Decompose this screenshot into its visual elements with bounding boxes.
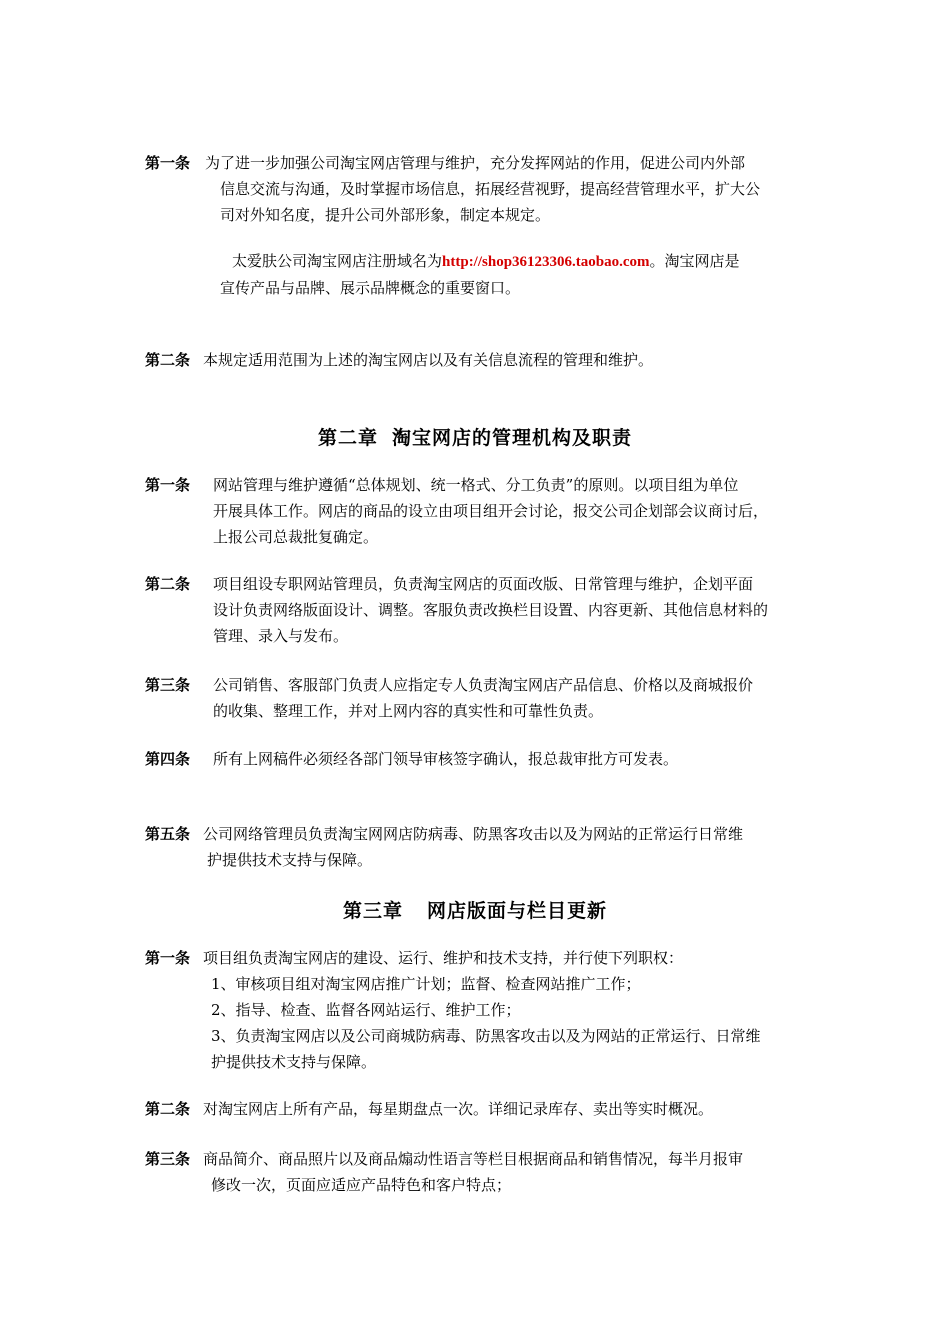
article-body bbox=[205, 150, 813, 228]
article-line: 护提供技术支持与保障。 bbox=[207, 851, 373, 869]
article-line: 3、负责淘宝网店以及公司商城防病毒、防黑客攻击以及为网站的正常运行、日常维 bbox=[211, 1027, 761, 1045]
chapter-3-name: 网店版面与栏目更新 bbox=[427, 900, 608, 922]
article-label: 第二条 bbox=[145, 575, 191, 593]
article-line: 护提供技术支持与保障。 bbox=[211, 1053, 377, 1071]
article-line: 的收集、整理工作，并对上网内容的真实性和可靠性负责。 bbox=[213, 702, 604, 720]
chapter-2-title bbox=[0, 423, 950, 450]
article-line: 信息交流与沟通，及时掌握市场信息，拓展经营视野，提高经营管理水平，扩大公 bbox=[220, 180, 761, 198]
article-line: 项目组负责淘宝网店的建设、运行、维护和技术支持，并行使下列职权： bbox=[203, 949, 684, 967]
article-label: 第二条 bbox=[145, 351, 191, 369]
article-line: 所有上网稿件必须经各部门领导审核签字确认，报总裁审批方可发表。 bbox=[213, 750, 679, 768]
article-line: 2、指导、检查、监督各网站运行、维护工作； bbox=[211, 1001, 521, 1019]
article-label: 第三条 bbox=[145, 1150, 191, 1168]
article-line: 为了进一步加强公司淘宝网店管理与维护，充分发挥网站的作用，促进公司内外部 bbox=[205, 154, 746, 172]
domain-line-2: 宣传产品与品牌、展示品牌概念的重要窗口。 bbox=[220, 279, 521, 297]
chapter-3-number: 第三章 bbox=[342, 900, 403, 922]
article-body bbox=[203, 1096, 813, 1122]
domain-prefix: 太爱肤公司淘宝网店注册域名为 bbox=[232, 252, 443, 270]
domain-link[interactable]: http://shop36123306.taobao.com bbox=[442, 254, 650, 270]
article-body bbox=[213, 571, 813, 649]
article-line: 公司销售、客服部门负责人应指定专人负责淘宝网店产品信息、价格以及商城报价 bbox=[213, 676, 754, 694]
article-line: 上报公司总裁批复确定。 bbox=[213, 528, 379, 546]
article-line: 公司网络管理员负责淘宝网网店防病毒、防黑客攻击以及为网站的正常运行日常维 bbox=[203, 825, 744, 843]
chapter-2-number: 第二章 bbox=[317, 427, 378, 449]
article-line: 对淘宝网店上所有产品，每星期盘点一次。详细记录库存、卖出等实时概况。 bbox=[203, 1100, 714, 1118]
article-label: 第一条 bbox=[145, 154, 191, 172]
article-label: 第二条 bbox=[145, 1100, 191, 1118]
article-line: 商品简介、商品照片以及商品煽动性语言等栏目根据商品和销售情况，每半月报审 bbox=[203, 1150, 744, 1168]
article-label: 第一条 bbox=[145, 949, 191, 967]
article-label: 第五条 bbox=[145, 825, 191, 843]
article-line: 本规定适用范围为上述的淘宝网店以及有关信息流程的管理和维护。 bbox=[203, 351, 654, 369]
domain-body bbox=[220, 248, 813, 301]
article-body bbox=[213, 472, 813, 550]
domain-line bbox=[220, 248, 813, 275]
article-body bbox=[213, 672, 813, 724]
article-line: 司对外知名度，提升公司外部形象，制定本规定。 bbox=[220, 206, 551, 224]
article-label: 第三条 bbox=[145, 676, 191, 694]
article-line: 网站管理与维护遵循“总体规划、统一格式、分工负责”的原则。以项目组为单位 bbox=[213, 476, 739, 494]
article-line: 1、审核项目组对淘宝网店推广计划；监督、检查网站推广工作； bbox=[211, 975, 641, 993]
article-line: 修改一次，页面应适应产品特色和客户特点； bbox=[211, 1176, 512, 1194]
article-label: 第一条 bbox=[145, 476, 191, 494]
article-line: 设计负责网络版面设计、调整。客服负责改换栏目设置、内容更新、其他信息材料的 bbox=[213, 601, 769, 619]
article-line: 管理、录入与发布。 bbox=[213, 627, 349, 645]
article-body bbox=[203, 1146, 813, 1198]
article-body bbox=[203, 347, 813, 373]
article-body bbox=[203, 821, 813, 873]
domain-suffix: 。淘宝网店是 bbox=[649, 252, 740, 270]
chapter-2-name: 淘宝网店的管理机构及职责 bbox=[392, 427, 633, 449]
article-line: 项目组设专职网站管理员，负责淘宝网店的页面改版、日常管理与维护，企划平面 bbox=[213, 575, 754, 593]
article-line: 开展具体工作。网店的商品的设立由项目组开会讨论，报交公司企划部会议商讨后， bbox=[213, 502, 769, 520]
article-label: 第四条 bbox=[145, 750, 191, 768]
chapter-3-title bbox=[0, 896, 950, 923]
article-body bbox=[213, 746, 813, 772]
article-body bbox=[203, 945, 813, 1075]
